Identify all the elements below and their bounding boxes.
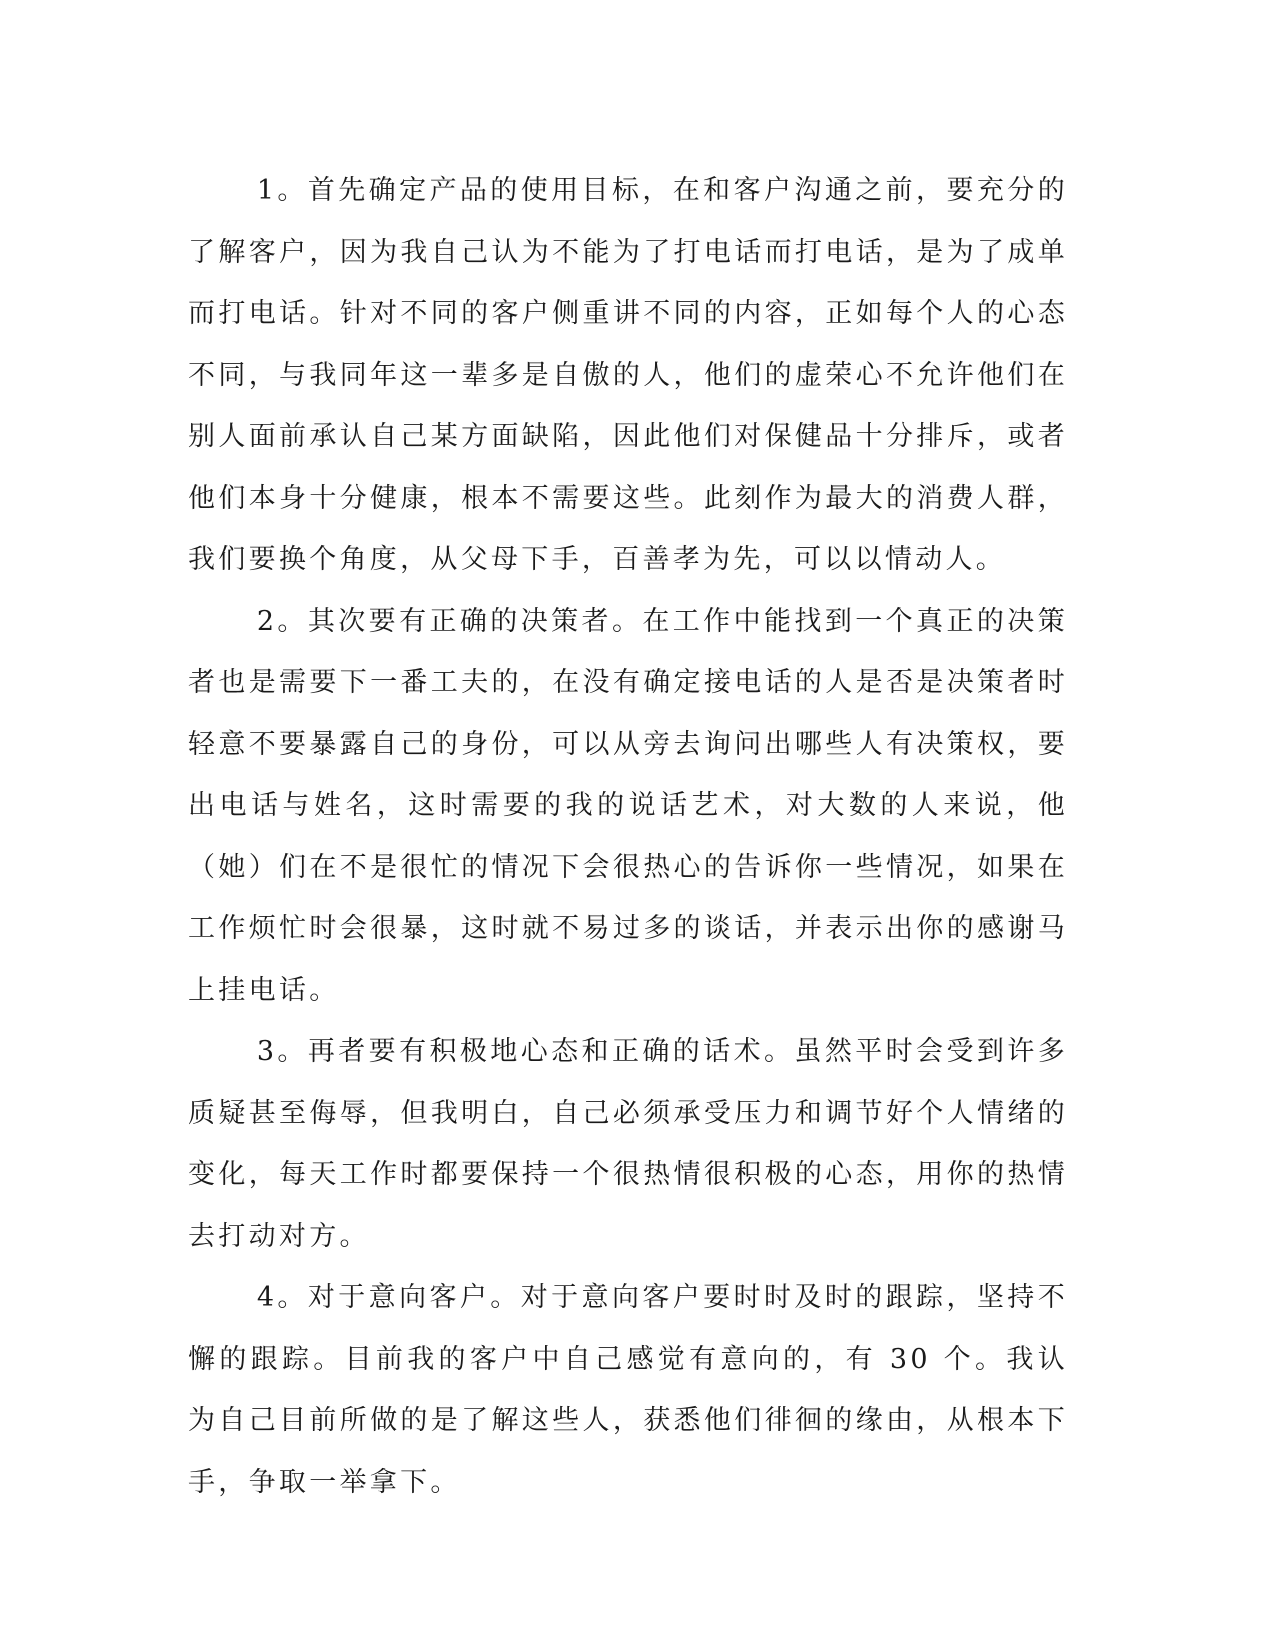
- paragraph-2: 2。其次要有正确的决策者。在工作中能找到一个真正的决策者也是需要下一番工夫的，在没有确定接电话的人是否是决策者时轻意不要暴露自己的身份，可以从旁去询问出哪些人有决策权，要出电话与姓名，这时需要的我的说话艺术，对大数的人来说，他（她）们在不是很忙的情况下会很热心的告诉你一些情况，如果在工作烦忙时会很暴，这时就不易过多的谈话，并表示出你的感谢马上挂电话。: [188, 605, 1068, 1006]
- paragraph-3: 3。再者要有积极地心态和正确的话术。虽然平时会受到许多质疑甚至侮辱，但我明白，自己必须承受压力和调节好个人情绪的变化，每天工作时都要保持一个很热情很积极的心态，用你的热情去打动对方。: [188, 1036, 1068, 1252]
- paragraph-1: 1。首先确定产品的使用目标，在和客户沟通之前，要充分的了解客户，因为我自己认为不能为了打电话而打电话，是为了成单而打电话。针对不同的客户侧重讲不同的内容，正如每个人的心态不同，与我同年这一辈多是自傲的人，他们的虚荣心不允许他们在别人面前承认自己某方面缺陷，因此他们对保健品十分排斥，或者他们本身十分健康，根本不需要这些。此刻作为最大的消费人群，我们要换个角度，从父母下手，百善孝为先，可以以情动人。: [188, 175, 1068, 575]
- paragraph-4: 4。对于意向客户。对于意向客户要时时及时的跟踪，坚持不懈的跟踪。目前我的客户中自己感觉有意向的，有 30 个。我认为自己目前所做的是了解这些人，获悉他们徘徊的缘由，从根本下手，争取一举拿下。: [188, 1282, 1068, 1498]
- document-body: [188, 160, 1068, 1513]
